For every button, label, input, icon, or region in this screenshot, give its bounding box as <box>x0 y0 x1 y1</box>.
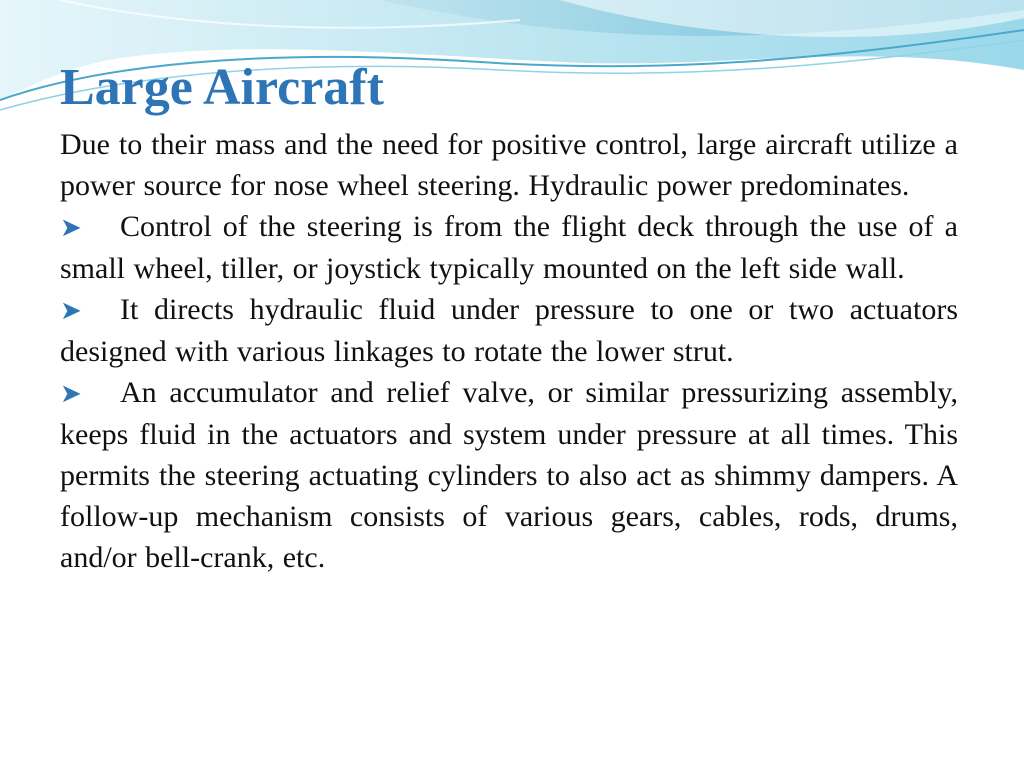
bullet-item <box>60 372 958 578</box>
arrow-bullet-icon: ➤ <box>60 213 82 242</box>
slide-body <box>60 124 958 578</box>
bullet-text: Control of the steering is from the flight deck through the use of a small wheel, tiller, or joystick typically mounted on the left side wall. <box>60 210 958 285</box>
arrow-bullet-icon: ➤ <box>60 296 82 325</box>
bullet-item <box>60 206 958 289</box>
bullet-text: An accumulator and relief valve, or similar pressurizing assembly, keeps fluid in the actuators and system under pressure at all times. This permits the steering actuating cylinders to also act as shimmy dampers. A follow-up mechanism consists of various gears, cables, rods, drums, and/or bell-crank, etc. <box>60 376 958 574</box>
bullet-item <box>60 289 958 372</box>
arrow-bullet-icon: ➤ <box>60 379 82 408</box>
slide-title: Large Aircraft <box>60 59 384 116</box>
intro-paragraph: Due to their mass and the need for positive control, large aircraft utilize a power source for nose wheel steering. Hydraulic power predominates. <box>60 128 958 202</box>
bullet-text: It directs hydraulic fluid under pressure to one or two actuators designed with various linkages to rotate the lower strut. <box>60 293 958 368</box>
